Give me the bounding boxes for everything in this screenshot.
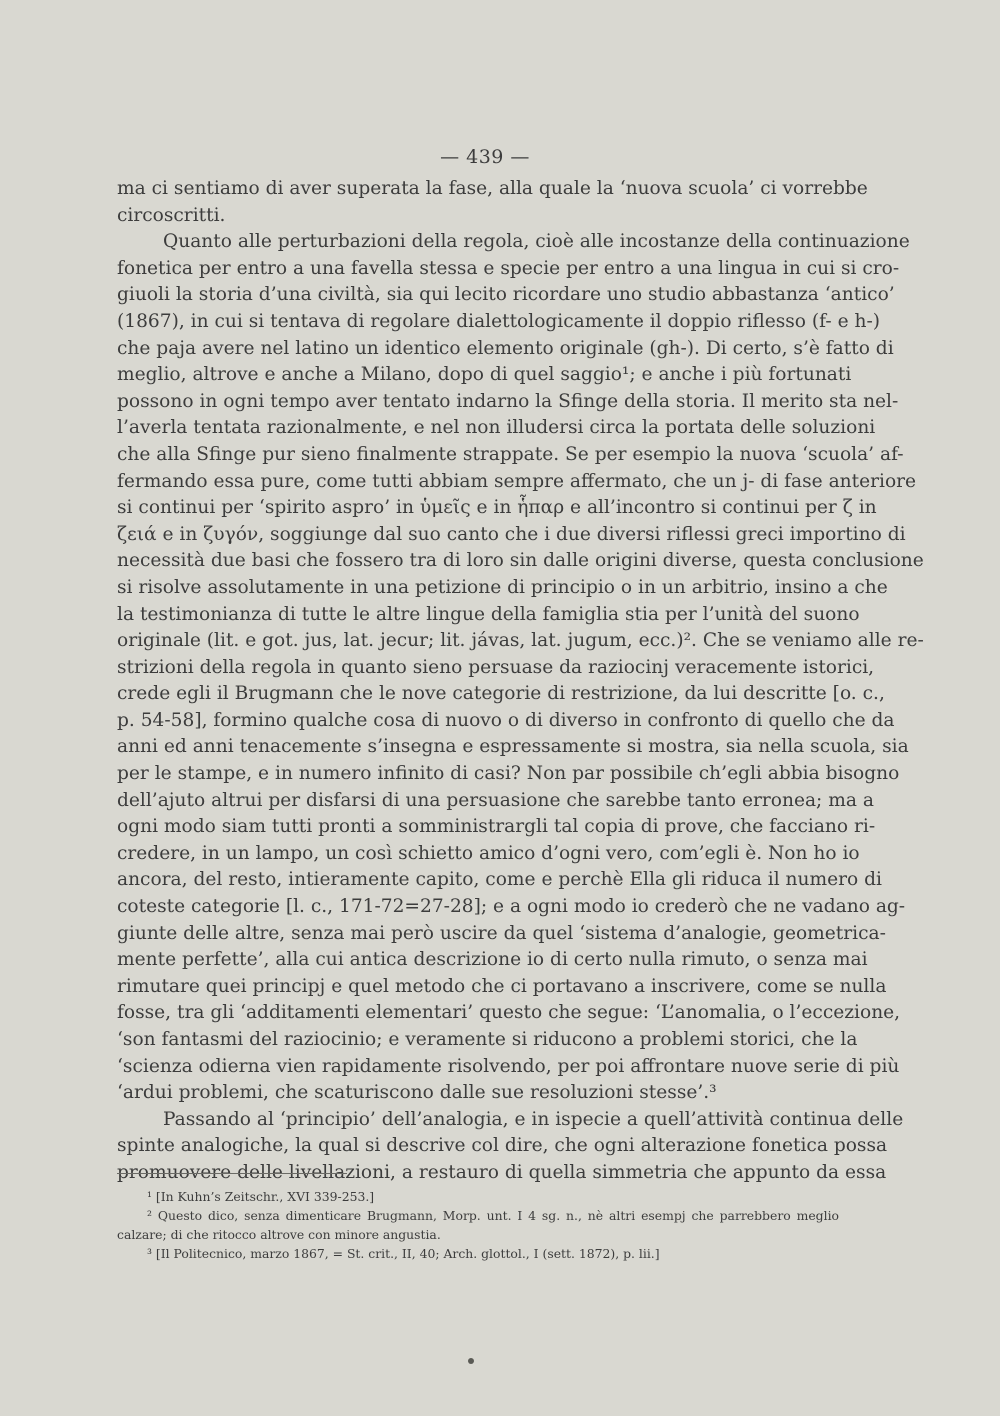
body-line: l’averla tentata razionalmente, e nel non illudersi circa la portata delle soluzioni (117, 417, 876, 439)
body-line: spinte analogiche, la qual si descrive col dire, che ogni alterazione fonetica possa (117, 1135, 888, 1157)
body-line: si continui per ‘spirito aspro’ in ὑμεῖς e in ἧπαρ e all’incontro si continui per ζ in (117, 497, 877, 519)
body-line: ‘son fantasmi del raziocinio; e veramente si riducono a problemi storici, che la (117, 1029, 858, 1050)
body-line: anni ed anni tenacemente s’insegna e espressamente si mostra, sia nella scuola, sia (117, 736, 909, 758)
body-line: ogni modo siam tutti pronti a somministrargli tal copia di prove, che facciano ri- (117, 816, 876, 838)
body-line: giuoli la storia d’una civiltà, sia qui lecito ricordare uno studio abbastanza ‘antico’ (117, 284, 895, 306)
footnote-3: ³ [Il Politecnico, marzo 1867, = St. crit., II, 40; Arch. glottol., I (sett. 1872), p. lii.] (147, 1246, 660, 1261)
body-line: possono in ogni tempo aver tentato indarno la Sfinge della storia. Il merito sta nel- (117, 390, 899, 412)
body-line: circoscritti. (117, 204, 226, 226)
body-text (117, 176, 924, 1187)
body-line: fosse, tra gli ‘additamenti elementari’ questo che segue: ‘L’anomalia, o l’eccezione, (117, 1002, 901, 1024)
body-line: credere, in un lampo, un così schietto amico d’ogni vero, com’egli è. Non ho io (117, 842, 860, 864)
body-line: necessità due basi che fossero tra di loro sin dalle origini diverse, questa conclusione (117, 550, 924, 572)
body-line: p. 54-58], formino qualche cosa di nuovo o di diverso in confronto di quello che da (117, 709, 895, 731)
body-line: ‘scienza odierna vien rapidamente risolvendo, per poi affrontare nuove serie di più (117, 1055, 900, 1077)
footnote-1: ¹ [In Kuhn’s Zeitschr., XVI 339-253.] (147, 1189, 375, 1204)
body-line: dell’ajuto altrui per disfarsi di una persuasione che sarebbe tanto erronea; ma a (117, 789, 874, 811)
body-line: originale (lit. e got. jus, lat. jecur; lit. jávas, lat. jugum, ecc.)². Che se veniamo alle re- (117, 630, 924, 652)
body-line: ma ci sentiamo di aver superata la fase, alla quale la ‘nuova scuola’ ci vorrebbe (117, 178, 868, 199)
body-line: la testimonianza di tutte le altre lingue della famiglia stia per l’unità del suono (117, 603, 860, 625)
footnotes (117, 1187, 839, 1263)
body-line: fermando essa pure, come tutti abbiam sempre affermato, che un j- di fase anteriore (117, 470, 917, 492)
body-line: fonetica per entro a una favella stessa e specie per entro a una lingua in cui si cro- (117, 257, 900, 279)
body-line: crede egli il Brugmann che le nove categorie di restrizione, da lui descritte [o. c., (117, 683, 885, 705)
body-line: coteste categorie [l. c., 171-72=27-28]; e a ogni modo io crederò che ne vadano ag- (117, 896, 906, 918)
paragraph-start-line: Passando al ‘principio’ dell’analogia, e in ispecie a quell’attività continua delle (163, 1108, 904, 1130)
body-line: promuovere delle livellazioni, a restauro di quella simmetria che appunto da essa (117, 1161, 887, 1183)
body-line: ancora, del resto, intieramente capito, come e perchè Ella gli riduca il numero di (117, 869, 882, 891)
footnote-divider (117, 1173, 347, 1174)
body-line: mente perfette’, alla cui antica descrizione io di certo nulla rimuto, o senza mai (117, 949, 868, 971)
body-line: (1867), in cui si tentava di regolare dialettologicamente il doppio riflesso (f- e h-) (117, 310, 881, 332)
footnote-2: ² Questo dico, senza dimenticare Brugmann, Morp. unt. I 4 sg. n., nè altri esempj che parrebbero meglio (147, 1208, 839, 1223)
footnote-2-continuation: calzare; di che ritocco altrove con minore angustia. (117, 1227, 441, 1242)
page-number: — 439 — (440, 146, 530, 168)
body-line: ‘ardui problemi, che scaturiscono dalle sue resoluzioni stesse’.³ (117, 1082, 717, 1104)
paragraph-start-line: Quanto alle perturbazioni della regola, cioè alle incostanze della continuazione (163, 231, 910, 253)
body-line: strizioni della regola in quanto sieno persuase da raziocinj veracemente istorici, (117, 656, 875, 678)
body-line: ζειά e in ζυγόν, soggiunge dal suo canto che i due diversi riflessi greci importino di (117, 523, 906, 545)
body-line: che paja avere nel latino un identico elemento originale (gh-). Di certo, s’è fatto di (117, 337, 894, 359)
body-line: meglio, altrove e anche a Milano, dopo di quel saggio¹; e anche i più fortunati (117, 364, 852, 386)
ink-speck (468, 1358, 474, 1364)
body-line: che alla Sfinge pur sieno finalmente strappate. Se per esempio la nuova ‘scuola’ af- (117, 443, 904, 465)
body-line: si risolve assolutamente in una petizione di principio o in un arbitrio, insino a che (117, 576, 888, 598)
body-line: per le stampe, e in numero infinito di casi? Non par possibile ch’egli abbia bisogno (117, 763, 900, 785)
body-line: rimutare quei principj e quel metodo che ci portavano a inscrivere, come se nulla (117, 975, 887, 997)
body-line: giunte delle altre, senza mai però uscire da quel ‘sistema d’analogie, geometrica- (117, 922, 886, 944)
